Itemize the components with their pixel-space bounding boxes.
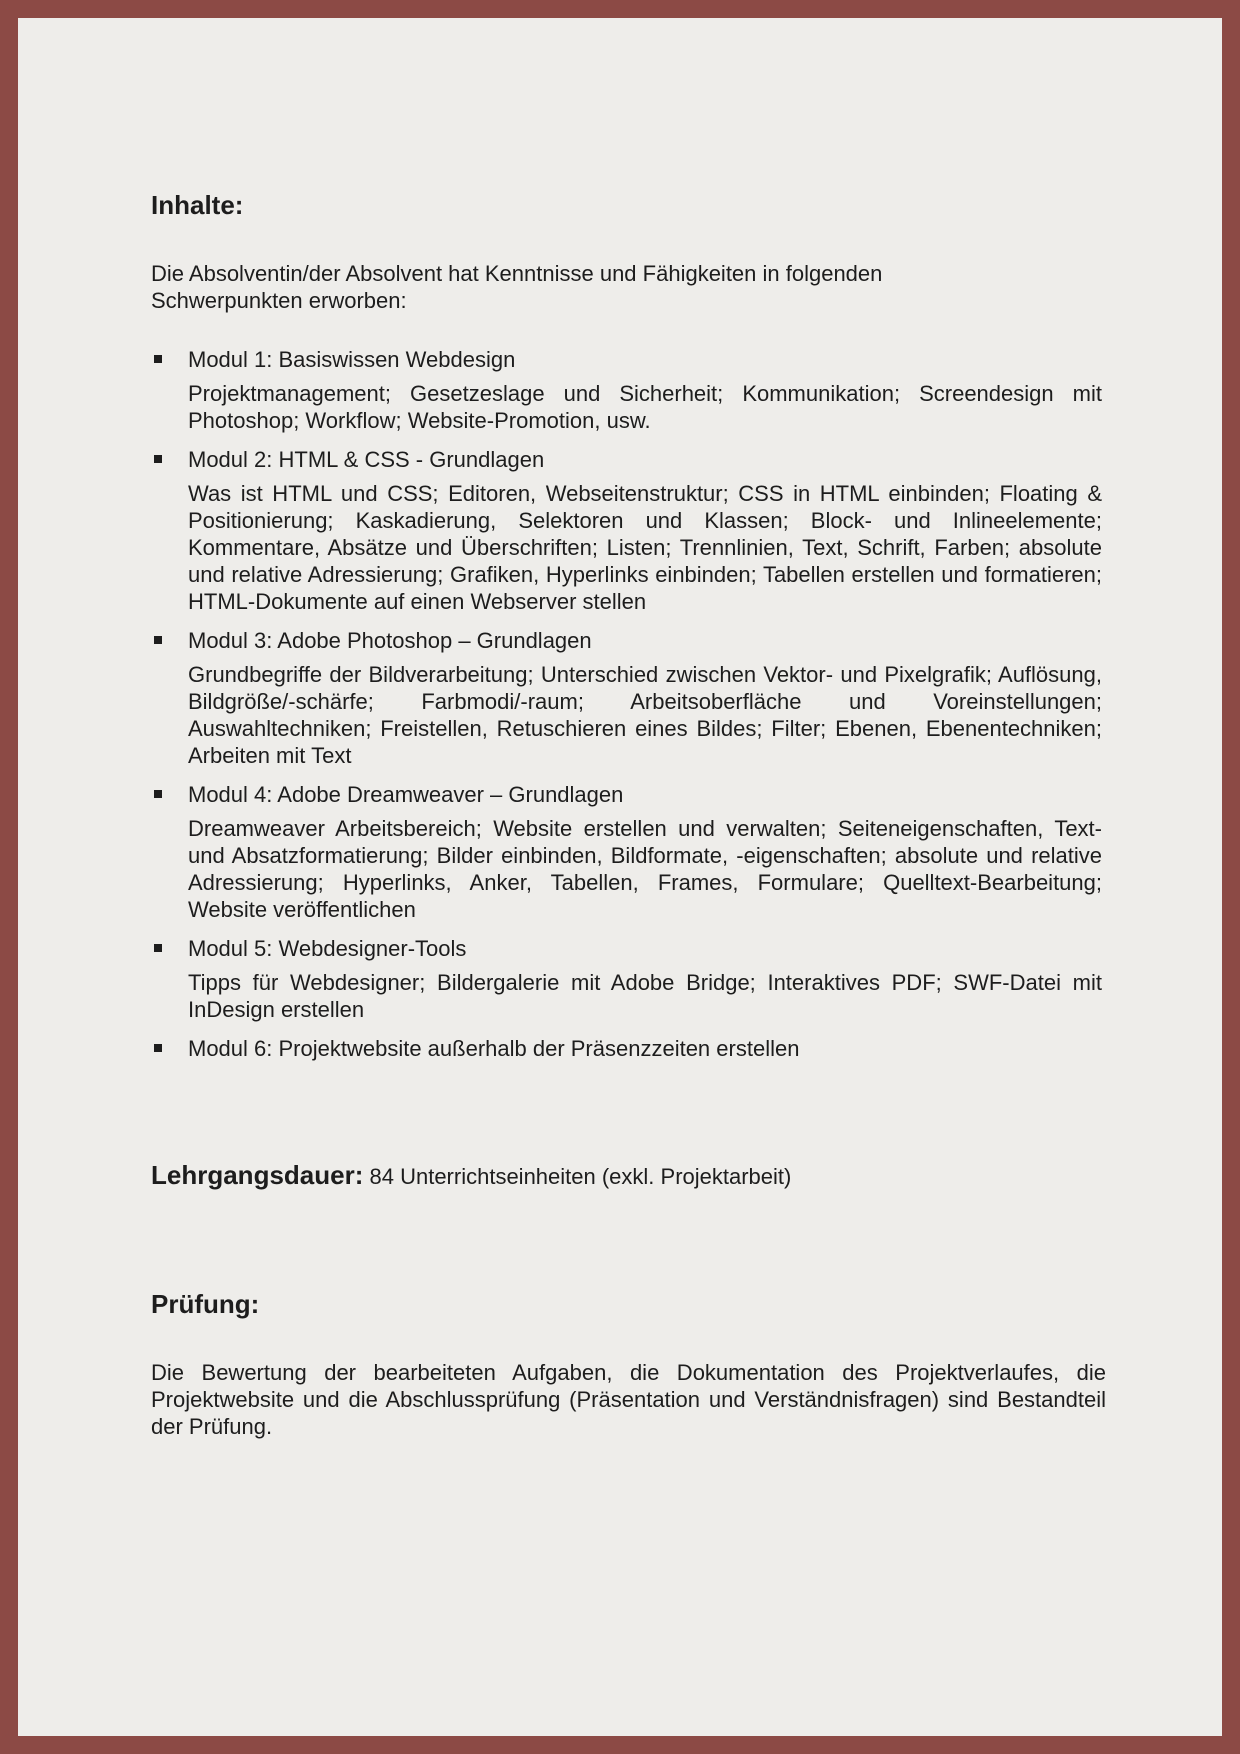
list-item [151,627,1102,769]
square-bullet-icon [154,944,162,952]
square-bullet-icon [154,455,162,463]
module-description: Grundbegriffe der Bildverarbeitung; Unterschied zwischen Vektor- und Pixelgrafik; Auflösung, Bildgröße/-schärfe; Farbmodi/-raum; Arbeitsoberfläche und Voreinstellungen; Auswahltechniken; Freistellen, Retuschieren eines Bildes; Filter; Ebenen, Ebenentechniken; Arbeiten mit Text [188,662,1102,768]
module-list [151,346,1102,1063]
square-bullet-icon [154,790,162,798]
module-description: Was ist HTML und CSS; Editoren, Webseitenstruktur; CSS in HTML einbinden; Floating & Positionierung; Kaskadierung, Selektoren und Klassen; Block- und Inlineelemente; Kommentare, Absätze und Überschriften; Listen; Trennlinien, Text, Schrift, Farben; absolute und relative Adressierung; Grafiken, Hyperlinks einbinden; Tabellen erstellen und formatieren; HTML-Dokumente auf einen Webserver stellen [188,481,1102,614]
list-item [151,781,1102,923]
square-bullet-icon [154,355,162,363]
course-duration [151,1159,1102,1193]
module-title: Modul 5: Webdesigner-Tools [188,936,467,961]
module-description: Projektmanagement; Gesetzeslage und Sicherheit; Kommunikation; Screendesign mit Photoshop; Workflow; Website-Promotion, usw. [188,381,1102,433]
square-bullet-icon [154,636,162,644]
duration-label: Lehrgangsdauer: [151,1160,364,1190]
contents-heading: Inhalte: [151,190,244,220]
module-description: Tipps für Webdesigner; Bildergalerie mit Adobe Bridge; Interaktives PDF; SWF-Datei mit InDesign erstellen [188,970,1102,1022]
document-page [18,18,1222,1736]
module-title: Modul 6: Projektwebsite außerhalb der Präsenzzeiten erstellen [188,1036,800,1061]
module-title: Modul 1: Basiswissen Webdesign [188,347,516,372]
list-item [151,1035,1102,1063]
list-item [151,446,1102,615]
module-title: Modul 3: Adobe Photoshop – Grundlagen [188,628,592,653]
module-title: Modul 2: HTML & CSS - Grundlagen [188,447,545,472]
duration-value: 84 Unterrichtseinheiten (exkl. Projektarbeit) [369,1164,792,1189]
contents-intro: Die Absolventin/der Absolvent hat Kenntnisse und Fähigkeiten in folgenden Schwerpunkten erworben: [151,261,883,313]
list-item [151,346,1102,434]
list-item [151,935,1102,1023]
exam-heading: Prüfung: [151,1289,260,1319]
exam-text: Die Bewertung der bearbeiteten Aufgaben, die Dokumentation des Projektverlaufes, die Projektwebsite und die Abschlussprüfung (Präsentation und Verständnisfragen) sind Bestandteil der Prüfung. [151,1360,1106,1439]
square-bullet-icon [154,1044,162,1052]
module-title: Modul 4: Adobe Dreamweaver – Grundlagen [188,782,624,807]
module-description: Dreamweaver Arbeitsbereich; Website erstellen und verwalten; Seiteneigenschaften, Text- und Absatzformatierung; Bilder einbinden, Bildformate, -eigenschaften; absolute und relative Adressierung; Hyperlinks, Anker, Tabellen, Frames, Formulare; Quelltext-Bearbeitung; Website veröffentlichen [188,816,1102,922]
